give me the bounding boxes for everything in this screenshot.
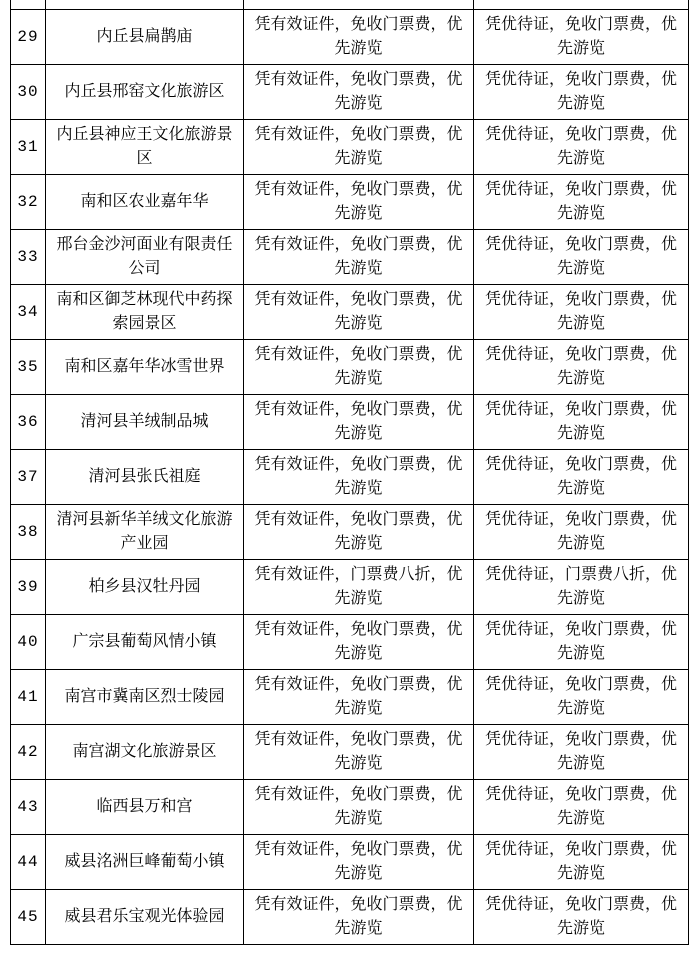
row-number-cell: 37	[11, 449, 46, 504]
site-name-cell: 邢台金沙河面业有限责任公司	[46, 229, 244, 284]
row-number-cell	[11, 0, 46, 9]
valid-cert-policy-cell: 凭有效证件，门票费八折，优先游览	[244, 559, 474, 614]
valid-cert-policy-cell: 凭有效证件，免收门票费，优先游览	[244, 449, 474, 504]
row-number-cell: 43	[11, 779, 46, 834]
row-number-cell: 45	[11, 889, 46, 944]
site-name-cell: 南和区嘉年华冰雪世界	[46, 339, 244, 394]
valid-cert-policy-cell: 凭有效证件，免收门票费，优先游览	[244, 724, 474, 779]
site-name-cell: 南和区御芝林现代中药探索园景区	[46, 284, 244, 339]
row-number-cell: 31	[11, 119, 46, 174]
valid-cert-policy-cell: 凭有效证件，免收门票费，优先游览	[244, 779, 474, 834]
preferential-cert-policy-cell	[474, 0, 689, 9]
valid-cert-policy-cell: 凭有效证件，免收门票费，优先游览	[244, 284, 474, 339]
table-row	[11, 174, 689, 229]
valid-cert-policy-cell: 凭有效证件，免收门票费，优先游览	[244, 504, 474, 559]
valid-cert-policy-cell: 凭有效证件，免收门票费，优先游览	[244, 669, 474, 724]
valid-cert-policy-cell: 凭有效证件，免收门票费，优先游览	[244, 119, 474, 174]
table-row	[11, 394, 689, 449]
table-row	[11, 64, 689, 119]
site-name-cell: 清河县羊绒制品城	[46, 394, 244, 449]
table-row	[11, 779, 689, 834]
site-name-cell: 南和区农业嘉年华	[46, 174, 244, 229]
preferential-cert-policy-cell: 凭优待证，免收门票费，优先游览	[474, 339, 689, 394]
preferential-cert-policy-cell: 凭优待证，免收门票费，优先游览	[474, 394, 689, 449]
table-row	[11, 229, 689, 284]
table-row	[11, 614, 689, 669]
valid-cert-policy-cell: 凭有效证件，免收门票费，优先游览	[244, 9, 474, 64]
row-number-cell: 42	[11, 724, 46, 779]
site-name-cell: 清河县张氏祖庭	[46, 449, 244, 504]
table-row	[11, 669, 689, 724]
site-name-cell: 威县君乐宝观光体验园	[46, 889, 244, 944]
table-row	[11, 834, 689, 889]
row-number-cell: 33	[11, 229, 46, 284]
row-number-cell: 38	[11, 504, 46, 559]
row-number-cell: 29	[11, 9, 46, 64]
preferential-cert-policy-cell: 凭优待证，免收门票费，优先游览	[474, 724, 689, 779]
site-name-cell: 南宫市冀南区烈士陵园	[46, 669, 244, 724]
preferential-cert-policy-cell: 凭优待证，免收门票费，优先游览	[474, 834, 689, 889]
valid-cert-policy-cell: 凭有效证件，免收门票费，优先游览	[244, 394, 474, 449]
preferential-cert-policy-cell: 凭优待证，免收门票费，优先游览	[474, 669, 689, 724]
preferential-cert-policy-cell: 凭优待证，门票费八折，优先游览	[474, 559, 689, 614]
site-name-cell: 临西县万和宫	[46, 779, 244, 834]
site-name-cell: 内丘县扁鹊庙	[46, 9, 244, 64]
table-row	[11, 724, 689, 779]
row-number-cell: 36	[11, 394, 46, 449]
valid-cert-policy-cell: 凭有效证件，免收门票费，优先游览	[244, 174, 474, 229]
table-row	[11, 119, 689, 174]
site-name-cell: 广宗县葡萄风情小镇	[46, 614, 244, 669]
preferential-cert-policy-cell: 凭优待证，免收门票费，优先游览	[474, 779, 689, 834]
table-row	[11, 504, 689, 559]
row-number-cell: 30	[11, 64, 46, 119]
valid-cert-policy-cell: 凭有效证件，免收门票费，优先游览	[244, 834, 474, 889]
row-number-cell: 41	[11, 669, 46, 724]
valid-cert-policy-cell: 凭有效证件，免收门票费，优先游览	[244, 889, 474, 944]
row-number-cell: 44	[11, 834, 46, 889]
site-name-cell: 南宫湖文化旅游景区	[46, 724, 244, 779]
preferential-cert-policy-cell: 凭优待证，免收门票费，优先游览	[474, 449, 689, 504]
preferential-cert-policy-cell: 凭优待证，免收门票费，优先游览	[474, 614, 689, 669]
row-number-cell: 32	[11, 174, 46, 229]
preferential-cert-policy-cell: 凭优待证，免收门票费，优先游览	[474, 174, 689, 229]
row-number-cell: 40	[11, 614, 46, 669]
site-name-cell: 柏乡县汉牡丹园	[46, 559, 244, 614]
table-body	[11, 0, 689, 944]
benefits-table-wrapper	[10, 0, 689, 945]
site-name-cell: 清河县新华羊绒文化旅游产业园	[46, 504, 244, 559]
row-number-cell: 39	[11, 559, 46, 614]
preferential-cert-policy-cell: 凭优待证，免收门票费，优先游览	[474, 119, 689, 174]
valid-cert-policy-cell: 凭有效证件，免收门票费，优先游览	[244, 339, 474, 394]
valid-cert-policy-cell: 凭有效证件，免收门票费，优先游览	[244, 614, 474, 669]
valid-cert-policy-cell	[244, 0, 474, 9]
site-name-cell: 威县洺洲巨峰葡萄小镇	[46, 834, 244, 889]
preferential-cert-policy-cell: 凭优待证，免收门票费，优先游览	[474, 284, 689, 339]
preferential-cert-policy-cell: 凭优待证，免收门票费，优先游览	[474, 889, 689, 944]
table-row	[11, 889, 689, 944]
preferential-cert-policy-cell: 凭优待证，免收门票费，优先游览	[474, 9, 689, 64]
table-row	[11, 559, 689, 614]
table-row	[11, 284, 689, 339]
table-row	[11, 449, 689, 504]
clipped-previous-row	[11, 0, 689, 9]
table-row	[11, 339, 689, 394]
preferential-cert-policy-cell: 凭优待证，免收门票费，优先游览	[474, 504, 689, 559]
row-number-cell: 35	[11, 339, 46, 394]
site-name-cell: 内丘县邢窑文化旅游区	[46, 64, 244, 119]
preferential-cert-policy-cell: 凭优待证，免收门票费，优先游览	[474, 229, 689, 284]
site-name-cell: 内丘县神应王文化旅游景区	[46, 119, 244, 174]
valid-cert-policy-cell: 凭有效证件，免收门票费，优先游览	[244, 229, 474, 284]
table-row	[11, 9, 689, 64]
site-name-cell	[46, 0, 244, 9]
valid-cert-policy-cell: 凭有效证件，免收门票费，优先游览	[244, 64, 474, 119]
preferential-cert-policy-cell: 凭优待证，免收门票费，优先游览	[474, 64, 689, 119]
row-number-cell: 34	[11, 284, 46, 339]
benefits-table	[10, 0, 689, 945]
